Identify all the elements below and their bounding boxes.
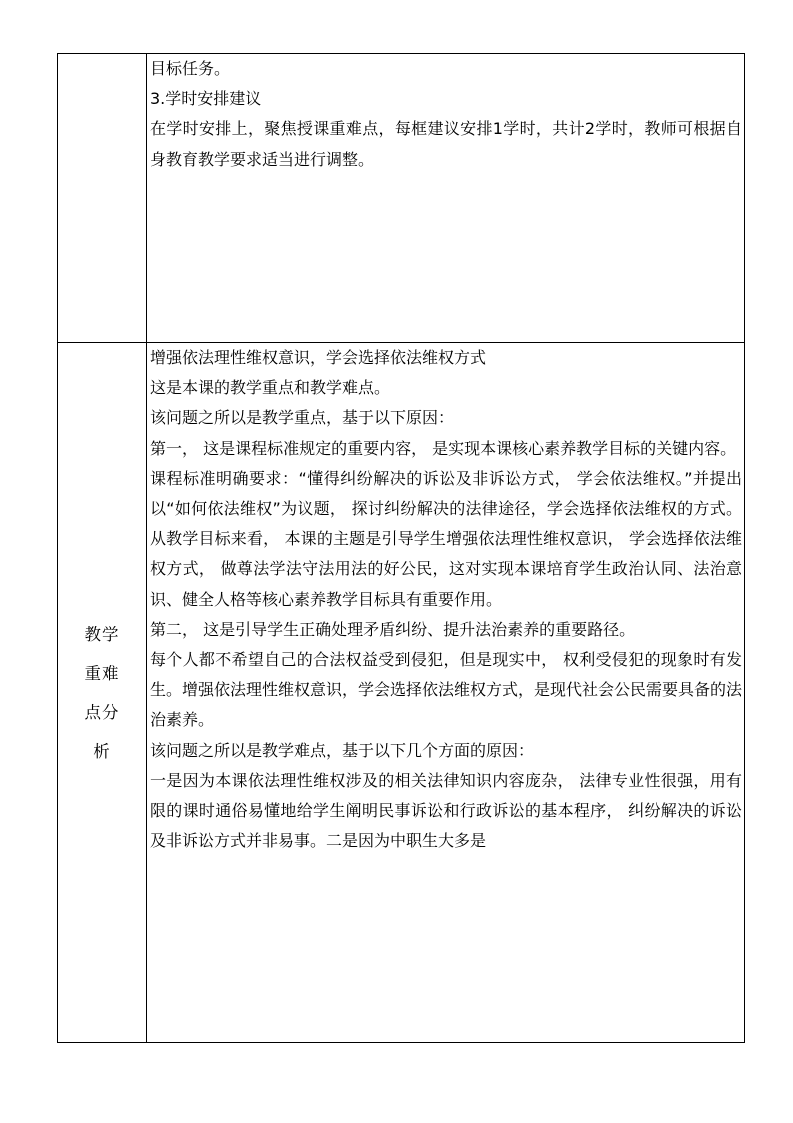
row-label-cell — [58, 343, 147, 1043]
paragraph-heading: 增强依法理性维权意识，学会选择依法维权方式 — [150, 348, 487, 367]
row2-content — [147, 343, 744, 856]
paragraph: 课程标准明确要求：“懂得纠纷解决的诉讼及非诉讼方式， 学会依法维权。”并提出以“如何依法维权”为议题， 探讨纠纷解决的法律途径，学会选择依法维权的方式。从教学目标来看， 本课的主题是引导学生增强依法理性维权意识， 学会选择依法维权方式， 做尊法学法守法用法的好公民，这对实现本课培育学生政治认同、法治意识、健全人格等核心素养教学目标具有重要作用。 — [150, 468, 742, 609]
paragraph: 该问题之所以是教学重点，基于以下原因： — [150, 408, 455, 428]
paragraph: 该问题之所以是教学难点，基于以下几个方面的原因： — [150, 740, 535, 760]
paragraph: 第二， 这是引导学生正确处理矛盾纠纷、提升法治素养的重要路径。 — [150, 619, 636, 639]
row-content-cell — [147, 343, 745, 1043]
row1-content — [147, 54, 744, 175]
row-label-cell-empty — [58, 54, 147, 343]
label-line: 析 — [93, 741, 111, 761]
table-row — [58, 343, 745, 1043]
paragraph: 目标任务。 — [150, 59, 231, 78]
label-line: 重难 — [84, 663, 120, 683]
paragraph: 一是因为本课依法理性维权涉及的相关法律知识内容庞杂， 法律专业性很强，用有限的课时通俗易懂地给学生阐明民事诉讼和行政诉讼的基本程序， 纠纷解决的诉讼及非诉讼方式并非易事。二是因为中职生大多是 — [150, 770, 742, 851]
lesson-plan-table — [57, 53, 745, 1043]
paragraph: 第一， 这是课程标准规定的重要内容， 是实现本课核心素养教学目标的关键内容。 — [150, 438, 737, 458]
paragraph: 这是本课的教学重点和教学难点。 — [150, 378, 391, 398]
row-label-teaching-key-points — [58, 615, 146, 771]
label-line: 教学 — [84, 624, 120, 644]
row-content-cell — [147, 54, 745, 343]
section-heading: 3.学时安排建议 — [150, 89, 262, 109]
paragraph: 在学时安排上，聚焦授课重难点，每框建议安排1学时，共计2学时，教师可根据自身教育教学要求适当进行调整。 — [150, 119, 742, 169]
label-line: 点分 — [84, 702, 120, 722]
paragraph: 每个人都不希望自己的合法权益受到侵犯，但是现实中， 权利受侵犯的现象时有发生。增强依法理性维权意识，学会选择依法维权方式，是现代社会公民需要具备的法治素养。 — [150, 650, 743, 730]
table-row — [58, 54, 745, 343]
